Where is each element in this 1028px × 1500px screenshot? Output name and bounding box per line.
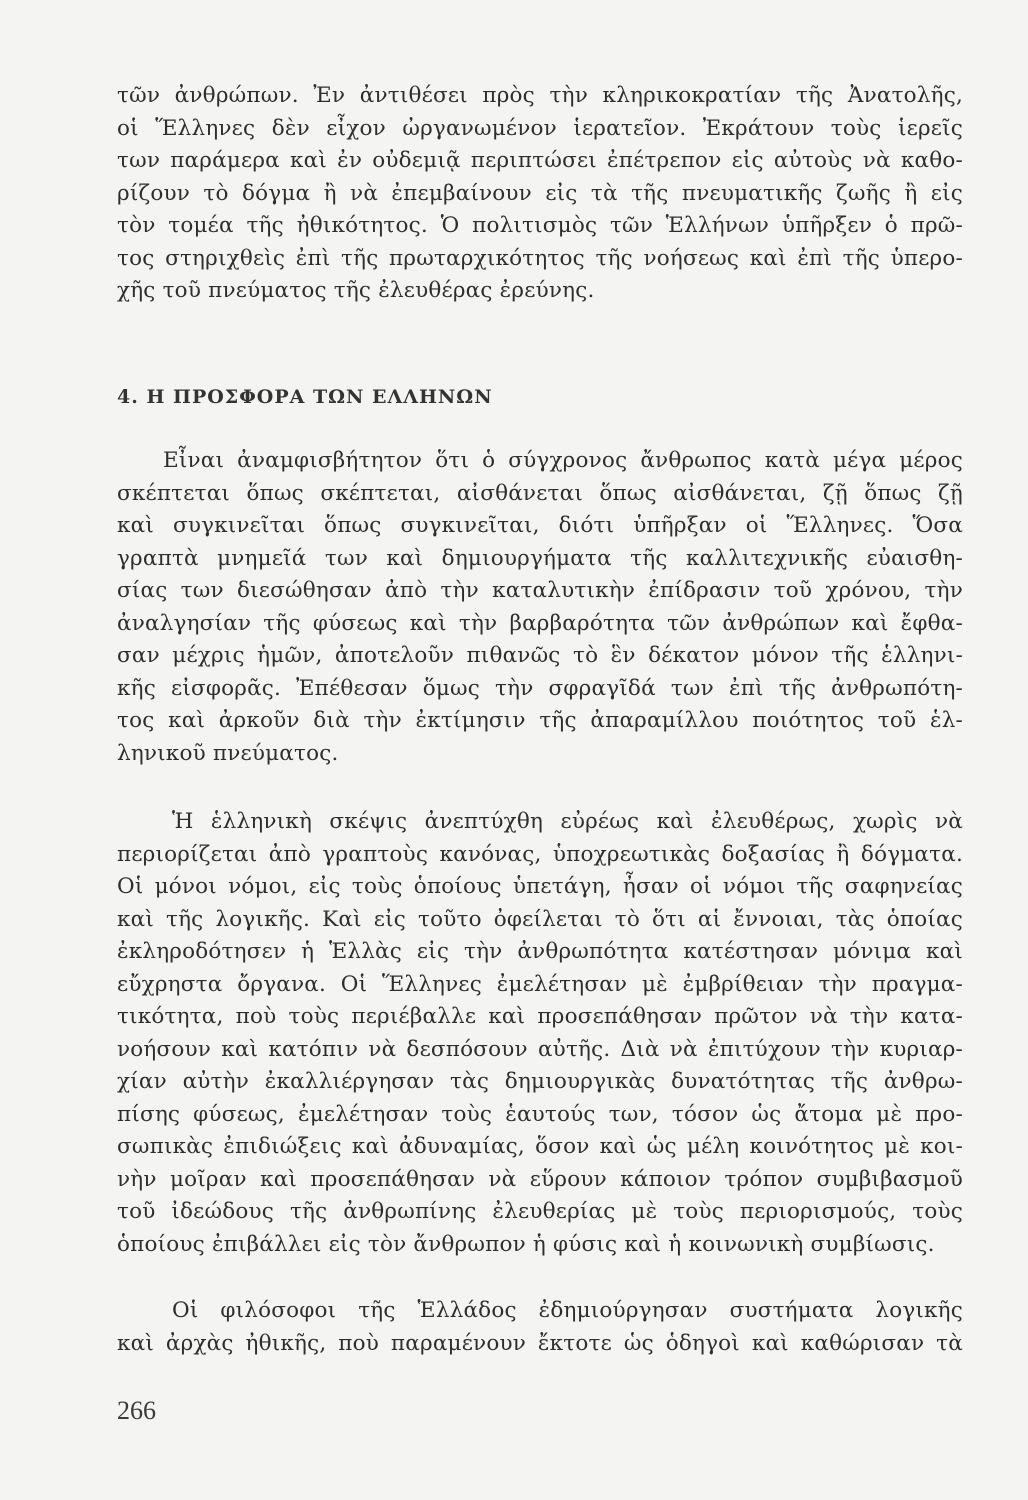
text-line: νὴν μοῖραν καὶ προσεπάθησαν νὰ εὕρουν κάποιον τρόπον συμβιβασμοῦ [117,1166,963,1192]
text-line: πίσης φύσεως, ἐμελέτησαν τοὺς ἑαυτούς των, τόσον ὡς ἄτομα μὲ προ- [117,1101,963,1127]
text-line: καὶ συγκινεῖται ὅπως συγκινεῖται, διότι ὑπῆρξαν οἱ Ἕλληνες. Ὅσα [117,513,963,538]
text-line: χῆς τοῦ πνεύματος τῆς ἐλευθέρας ἐρεύνης. [117,278,595,303]
text-line: σίας των διεσώθησαν ἀπὸ τὴν καταλυτικὴν ἐπίδρασιν τοῦ χρόνου, τὴν [117,578,963,603]
paragraph-1 [117,445,963,770]
text-line: τοῦ ἰδεώδους τῆς ἀνθρωπίνης ἐλευθερίας μὲ τοὺς περιορισμούς, τοὺς [117,1199,963,1224]
intro-paragraph [117,80,963,308]
text-line: ἀναλγησίαν τῆς φύσεως καὶ τὴν βαρβαρότητα τῶν ἀνθρώπων καὶ ἔφθα- [117,610,963,636]
text-line: οἱ Ἕλληνες δὲν εἶχον ὠργανωμένον ἱερατεῖον. Ἐκράτουν τοὺς ἱερεῖς [117,115,963,141]
text-line: Οἱ φιλόσοφοι τῆς Ἑλλάδος ἐδημιούργησαν συστήματα λογικῆς [172,1298,963,1323]
text-line: σαν μέχρις ἡμῶν, ἀποτελοῦν πιθανῶς τὸ ἓν δέκατον μόνον τῆς ἑλληνι- [117,643,963,668]
text-line: χίαν αὐτὴν ἐκαλλιέργησαν τὰς δημιουργικὰς δυνατότητας τῆς ἀνθρω- [117,1069,963,1094]
text-line: ἐκληροδότησεν ἡ Ἑλλὰς εἰς τὴν ἀνθρωπότητα κατέστησαν μόνιμα καὶ [117,939,963,964]
text-line: νοήσουν καὶ κατόπιν νὰ δεσπόσουν αὐτῆς. Διὰ νὰ ἐπιτύχουν τὴν κυριαρ- [117,1036,963,1062]
text-line: καὶ τῆς λογικῆς. Καὶ εἰς τοῦτο ὀφείλεται τὸ ὅτι αἱ ἔννοιαι, τὰς ὁποίας [117,906,963,932]
paragraph-3 [117,1295,963,1360]
section-heading: 4. Η ΠΡΟΣΦΟΡΑ ΤΩΝ ΕΛΛΗΝΩΝ [117,386,493,408]
text-line: Ἡ ἑλληνικὴ σκέψις ἀνεπτύχθη εὐρέως καὶ ἐλευθέρως, χωρὶς νὰ [172,809,963,834]
text-line: τικότητα, ποὺ τοὺς περιέβαλλε καὶ προσεπάθησαν πρῶτον νὰ τὴν κατα- [117,1004,963,1029]
text-line: τὸν τομέα τῆς ἠθικότητος. Ὁ πολιτισμὸς τῶν Ἑλλήνων ὑπῆρξεν ὁ πρῶ- [117,213,963,238]
text-line: ληνικοῦ πνεύματος. [117,740,339,766]
text-line: ὁποίους ἐπιβάλλει εἰς τὸν ἄνθρωπον ἡ φύσις καὶ ἡ κοινωνικὴ συμβίωσις. [117,1231,935,1257]
text-line: σωπικὰς ἐπιδιώξεις καὶ ἀδυναμίας, ὅσον καὶ ὡς μέλη κοινότητος μὲ κοι- [117,1134,963,1159]
text-line: τος στηριχθεὶς ἐπὶ τῆς πρωταρχικότητος τῆς νοήσεως καὶ ἐπὶ τῆς ὑπερο- [117,245,963,271]
text-line: καὶ ἀρχὰς ἠθικῆς, ποὺ παραμένουν ἔκτοτε ὡς ὁδηγοὶ καὶ καθώρισαν τὰ [117,1330,963,1356]
text-line: γραπτὰ μνημεῖά των καὶ δημιουργήματα τῆς καλλιτεχνικῆς εὐαισθη- [117,545,963,571]
text-line: Εἶναι ἀναμφισβήτητον ὅτι ὁ σύγχρονος ἄνθρωπος κατὰ μέγα μέρος [163,448,963,473]
text-line: περιορίζεται ἀπὸ γραπτοὺς κανόνας, ὑποχρεωτικὰς δοξασίας ἢ δόγματα. [117,841,963,867]
page-number: 266 [117,1396,156,1425]
text-line: σκέπτεται ὅπως σκέπτεται, αἰσθάνεται ὅπως αἰσθάνεται, ζῇ ὅπως ζῇ [117,480,963,506]
text-line: κῆς εἰσφορᾶς. Ἐπέθεσαν ὅμως τὴν σφραγῖδά των ἐπὶ τῆς ἀνθρωπότη- [117,675,963,701]
text-line: εὔχρηστα ὄργανα. Οἱ Ἕλληνες ἐμελέτησαν μὲ ἐμβρίθειαν τὴν πραγμα- [117,971,963,997]
text-line: των παράμερα καὶ ἐν οὐδεμιᾷ περιπτώσει ἐπέτρεπον εἰς αὐτοὺς νὰ καθο- [117,148,963,173]
text-line: τῶν ἀνθρώπων. Ἐν ἀντιθέσει πρὸς τὴν κληρικοκρατίαν τῆς Ἀνατολῆς, [117,83,963,108]
text-line: Οἱ μόνοι νόμοι, εἰς τοὺς ὁποίους ὑπετάγη, ἦσαν οἱ νόμοι τῆς σαφηνείας [117,874,963,899]
paragraph-2 [117,806,963,1261]
text-line: ρίζουν τὸ δόγμα ἢ νὰ ἐπεμβαίνουν εἰς τὰ τῆς πνευματικῆς ζωῆς ἢ εἰς [117,180,963,206]
text-line: τος καὶ ἀρκοῦν διὰ τὴν ἐκτίμησιν τῆς ἀπαραμίλλου ποιότητος τοῦ ἑλ- [117,708,963,733]
